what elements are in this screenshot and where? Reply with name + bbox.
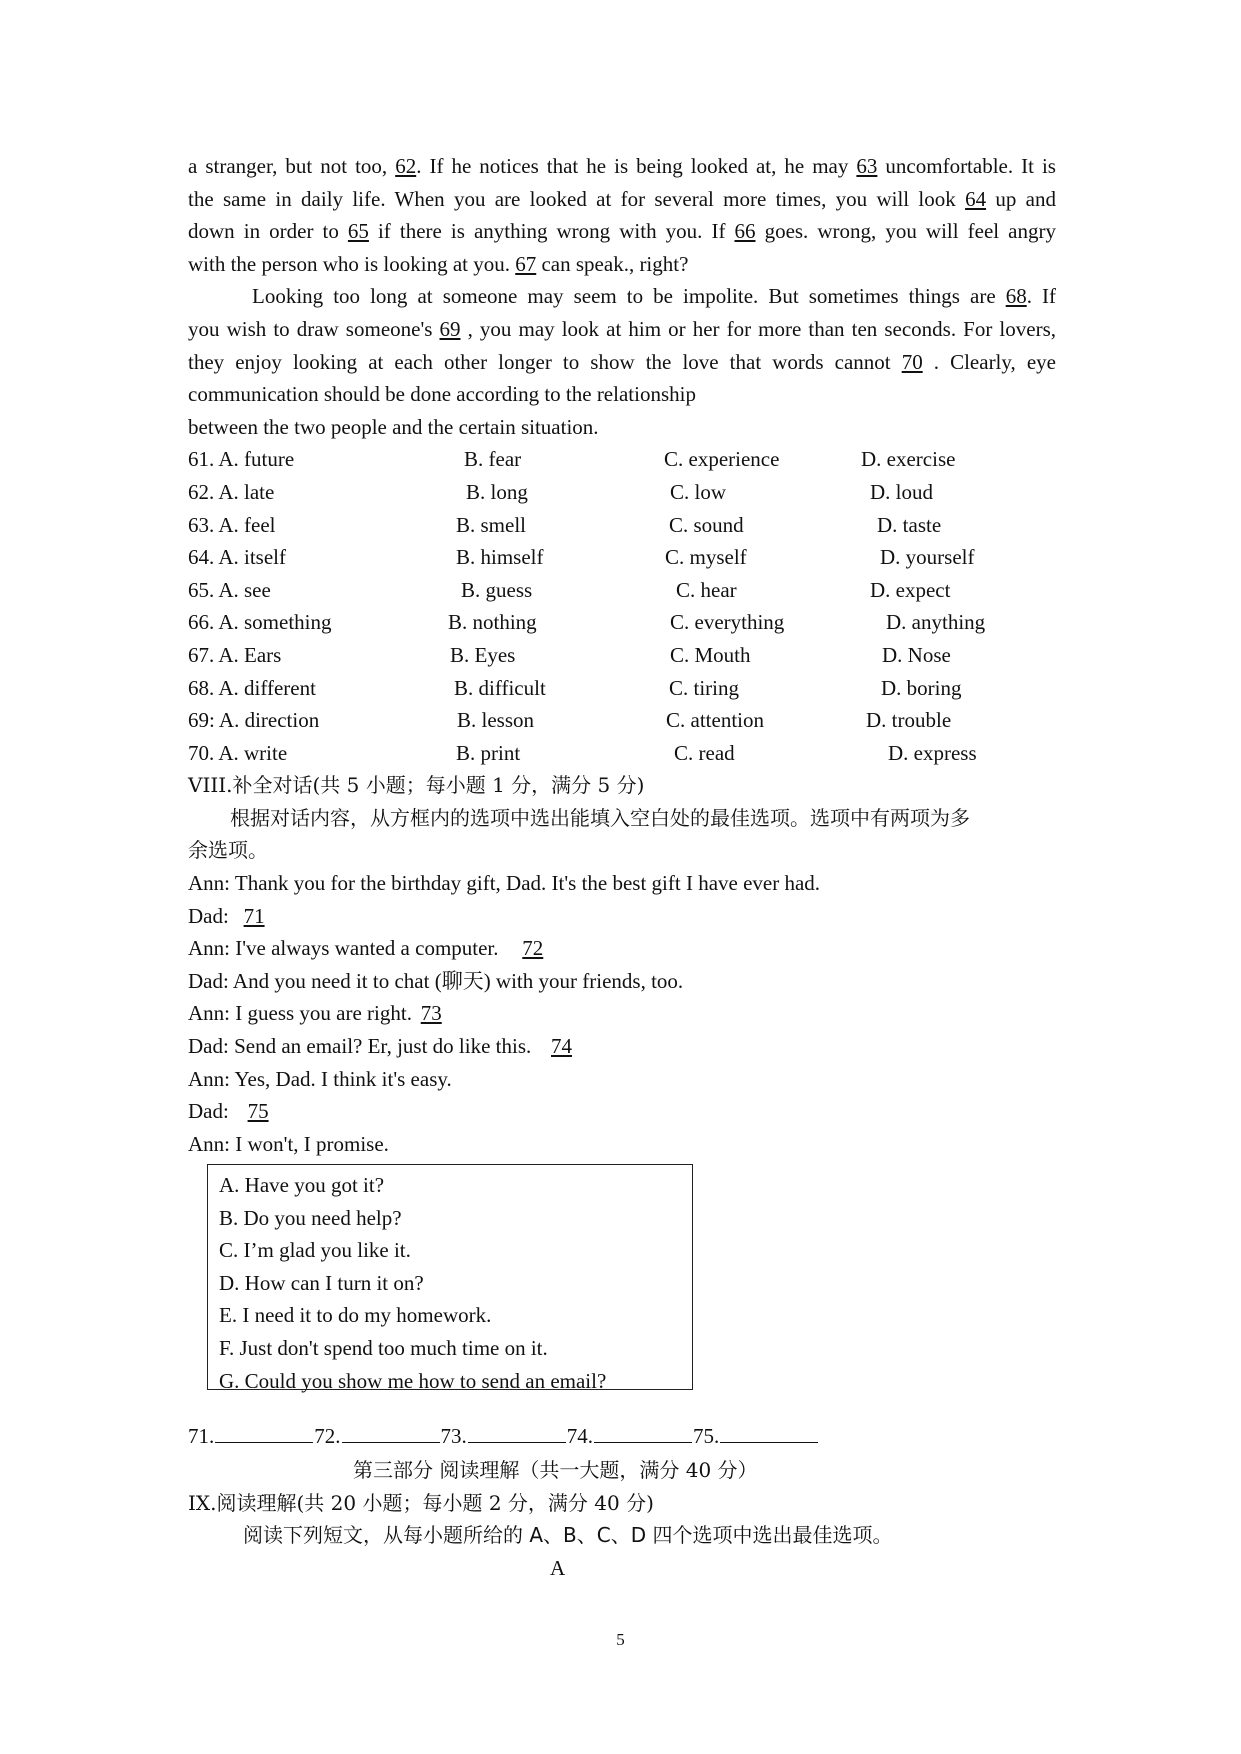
option-b: B. print	[456, 740, 521, 765]
option-a: 67. A. Ears	[188, 642, 282, 667]
blank-69: 69	[439, 316, 461, 341]
blank-66: 66	[734, 219, 756, 244]
answer-blank-72[interactable]	[342, 1422, 440, 1443]
option-c: C. everything	[670, 610, 785, 635]
passage-line-3: down in order to 65 if there is anything wrong with you. If 66 goes. wrong, you will feel angry	[188, 219, 1056, 244]
option-d: D. exercise	[861, 447, 956, 472]
section-8-instructions-cont: 余选项。	[188, 838, 268, 863]
option-c: C. experience	[664, 447, 780, 472]
dialogue-line: Dad: And you need it to chat (聊天) with your friends, too.	[188, 968, 684, 993]
option-c: C. low	[670, 479, 727, 504]
passage-line-4: with the person who is looking at you. 67 can speak., right?	[188, 251, 689, 276]
dialogue-line: Dad: 75	[188, 1095, 1056, 1128]
blank-72[interactable]: 72	[522, 936, 544, 961]
answer-blank-71[interactable]	[215, 1422, 313, 1443]
option-b: B. lesson	[457, 708, 535, 733]
option-c: C. hear	[676, 577, 737, 602]
option-b: B. nothing	[448, 610, 537, 635]
box-option: A. Have you got it?	[219, 1173, 385, 1197]
option-row-65	[188, 574, 1056, 607]
box-option: F. Just don't spend too much time on it.	[219, 1335, 548, 1360]
dialogue-line: Dad: Send an email? Er, just do like this. 74	[188, 1030, 1056, 1063]
blank-64: 64	[965, 186, 987, 211]
option-a: 68. A. different	[188, 675, 316, 700]
option-row-69	[188, 704, 1056, 737]
option-c: C. attention	[666, 708, 764, 733]
option-d: D. express	[888, 740, 977, 765]
option-d: D. loud	[870, 479, 933, 504]
option-row-61	[188, 443, 1056, 476]
answer-blank-75[interactable]	[720, 1422, 818, 1443]
dialogue-line: Ann: I guess you are right. 73	[188, 997, 1056, 1030]
option-row-63	[188, 509, 1056, 542]
option-d: D. Nose	[882, 642, 951, 667]
blank-67: 67	[515, 251, 537, 276]
option-c: C. sound	[669, 512, 744, 537]
box-option: B. Do you need help?	[219, 1205, 402, 1230]
dialogue-line: Ann: I won't, I promise.	[188, 1131, 389, 1156]
option-d: D. anything	[886, 610, 986, 635]
blank-73[interactable]: 73	[420, 1001, 442, 1026]
section-8-instructions: 根据对话内容，从方框内的选项中选出能填入空白处的最佳选项。选项中有两项为多	[230, 805, 970, 830]
option-a: 62. A. late	[188, 479, 275, 504]
option-a: 70. A. write	[188, 740, 288, 765]
option-row-70	[188, 737, 1056, 770]
passage-line-2: the same in daily life. When you are looked at for several more times, you will look 64 up and	[188, 186, 1056, 211]
option-b: B. himself	[456, 545, 544, 570]
option-a: 61. A. future	[188, 447, 295, 472]
option-b: B. difficult	[454, 675, 546, 700]
option-c: C. Mouth	[670, 642, 751, 667]
passage-line-1: a stranger, but not too, 62. If he notices that he is being looked at, he may 63 uncomfortable. It is	[188, 154, 1056, 178]
box-option: C. I’m glad you like it.	[219, 1238, 411, 1263]
section-8-heading: VIII.补全对话(共 5 小题；每小题 1 分，满分 5 分)	[188, 773, 645, 798]
option-a: 65. A. see	[188, 577, 271, 602]
dialogue-line: Ann: Yes, Dad. I think it's easy.	[188, 1066, 452, 1091]
dialogue-options-box	[207, 1164, 693, 1393]
blank-70: 70	[901, 349, 923, 374]
dialogue-line: Dad: 71	[188, 900, 1056, 933]
option-d: D. taste	[877, 512, 942, 537]
option-a: 63. A. feel	[188, 512, 276, 537]
option-b: B. long	[466, 479, 528, 504]
blank-71[interactable]: 71	[243, 903, 265, 928]
passage-line-5: Looking too long at someone may seem to be impolite. But sometimes things are 68. If	[252, 284, 1056, 309]
dialogue-line: Ann: I've always wanted a computer. 72	[188, 932, 1056, 965]
option-c: C. myself	[665, 545, 747, 570]
passage-line-6: you wish to draw someone's 69 , you may look at him or her for more than ten seconds. For lovers,	[188, 316, 1057, 341]
blank-74[interactable]: 74	[551, 1034, 573, 1059]
box-option: E. I need it to do my homework.	[219, 1303, 492, 1328]
option-row-64	[188, 541, 1056, 574]
section-9-heading: IX.阅读理解(共 20 小题；每小题 2 分，满分 40 分)	[188, 1490, 654, 1515]
box-option: G. Could you show me how to send an email?	[219, 1368, 607, 1393]
blank-62: 62	[395, 154, 417, 178]
page-content	[188, 150, 1056, 1160]
page-number: 5	[616, 1630, 625, 1649]
option-b: B. guess	[461, 577, 533, 602]
option-b: B. fear	[464, 447, 522, 472]
option-d: D. trouble	[866, 708, 952, 733]
blank-63: 63	[856, 154, 878, 178]
blank-68: 68	[1005, 284, 1027, 309]
option-d: D. yourself	[880, 545, 975, 570]
option-row-66	[188, 606, 1056, 639]
option-a: 64. A. itself	[188, 545, 286, 570]
option-a: 69: A. direction	[188, 708, 320, 733]
option-b: B. smell	[456, 512, 527, 537]
option-d: D. expect	[870, 577, 951, 602]
option-row-62	[188, 476, 1056, 509]
blank-65: 65	[347, 219, 369, 244]
answer-blank-74[interactable]	[594, 1422, 692, 1443]
box-option: D. How can I turn it on?	[219, 1270, 424, 1295]
passage-label: A	[550, 1555, 566, 1580]
dialogue-line: Ann: Thank you for the birthday gift, Dad. It's the best gift I have ever had.	[188, 871, 821, 896]
option-b: B. Eyes	[450, 642, 516, 667]
part-3	[188, 1454, 1056, 1584]
cloze-options	[188, 443, 1056, 769]
option-row-68	[188, 672, 1056, 705]
option-d: D. boring	[881, 675, 962, 700]
answer-blank-73[interactable]	[468, 1422, 566, 1443]
passage-line-9: between the two people and the certain situation.	[188, 414, 599, 439]
part-3-heading: 第三部分 阅读理解（共一大题，满分 40 分）	[353, 1458, 758, 1482]
option-a: 66. A. something	[188, 610, 332, 635]
section-9-instructions: 阅读下列短文，从每小题所给的 A、B、C、D 四个选项中选出最佳选项。	[243, 1523, 893, 1548]
option-c: C. read	[674, 740, 735, 765]
answer-line: 71. 72. 73. 74. 75.	[188, 1422, 819, 1449]
option-row-67	[188, 639, 1056, 672]
passage-line-8: communication should be done according to the relationship	[188, 382, 696, 407]
blank-75[interactable]: 75	[247, 1099, 269, 1124]
option-c: C. tiring	[669, 675, 740, 700]
passage-line-7: they enjoy looking at each other longer to show the love that words cannot 70 . Clearly, eye	[188, 349, 1056, 374]
